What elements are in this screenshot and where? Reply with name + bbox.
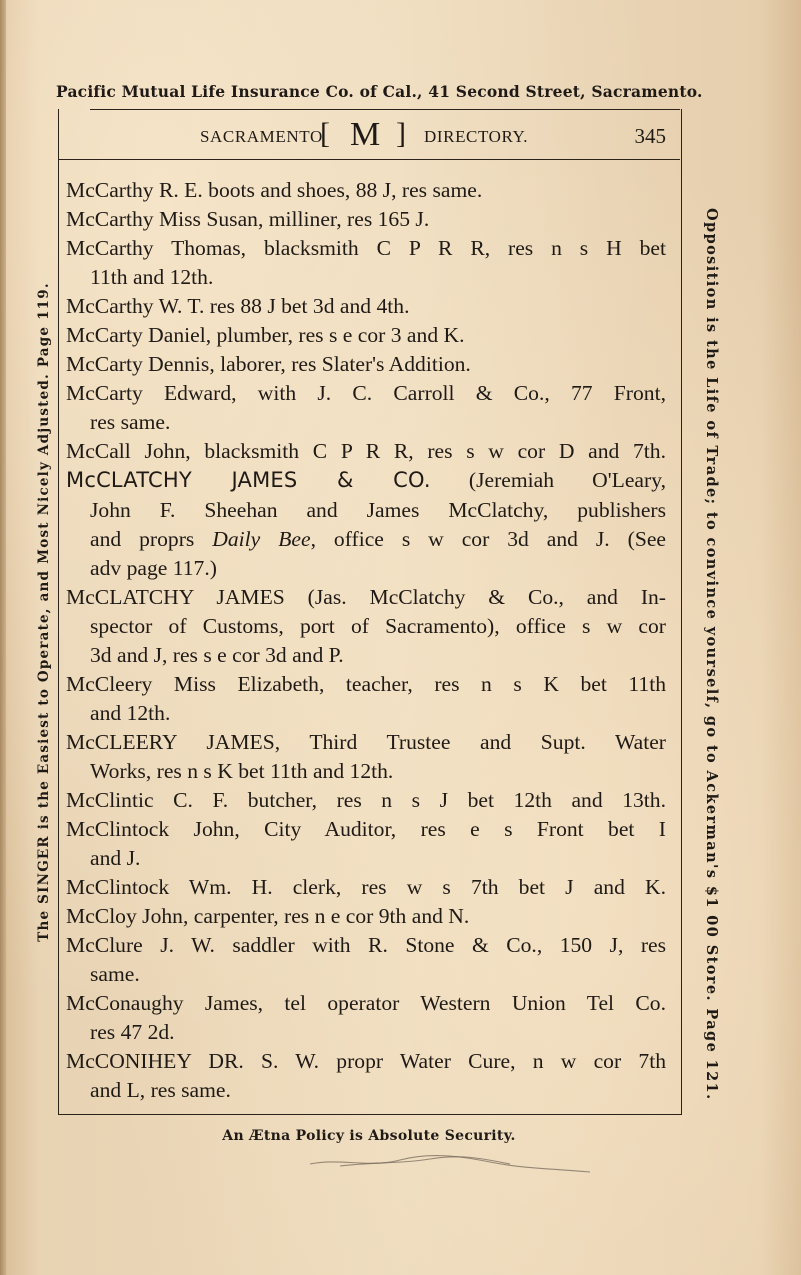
running-head	[58, 118, 680, 154]
entry-line: McCarthy W. T. res 88 J bet 3d and 4th.	[66, 294, 410, 319]
running-head-section: DIRECTORY.	[424, 127, 529, 146]
left-margin-advertisement: The SINGER is the Easiest to Operate, and Most Nicely Adjusted. Page 119.	[36, 282, 52, 942]
entry-line	[66, 525, 666, 554]
entry-line: McCarty Edward, with J. C. Carroll & Co., 77 Front,	[66, 381, 666, 406]
running-head-city: SACRAMENTO	[200, 127, 323, 146]
entry-text: , office s w cor 3d and J. (See	[310, 526, 667, 551]
footer-flourish-ornament	[300, 1146, 600, 1176]
entry-italic-title: Daily Bee	[212, 526, 311, 551]
entry-text: (Jeremiah O'Leary,	[430, 468, 666, 493]
entry-line: McCarty Daniel, plumber, res s e cor 3 and K.	[66, 323, 465, 348]
entry-line: McCarty Dennis, laborer, res Slater's Addition.	[66, 352, 471, 377]
entry-line: McCleery Miss Elizabeth, teacher, res n s K bet 11th	[66, 671, 666, 696]
entry-line: McClintock Wm. H. clerk, res w s 7th bet J and K.	[66, 875, 666, 900]
entry-line: McCarthy Miss Susan, milliner, res 165 J.	[66, 207, 430, 232]
entry-line: McCall John, blacksmith C P R R, res s w cor D and 7th.	[66, 439, 666, 464]
entry-line: adv page 117.)	[90, 555, 217, 580]
entry-text: and proprs	[90, 526, 213, 551]
entry-line: McCarthy Thomas, blacksmith C P R R, res n s H bet	[66, 236, 666, 261]
entry-line: 11th and 12th.	[90, 265, 214, 290]
entry-line: and 12th.	[90, 700, 171, 725]
entry-line: McClintock John, City Auditor, res e s Front bet I	[66, 817, 666, 842]
entry-line: McCloy John, carpenter, res n e cor 9th and N.	[66, 904, 470, 929]
running-head-letter: M	[350, 116, 381, 153]
entry-line: McCONIHEY DR. S. W. propr Water Cure, n w cor 7th	[66, 1049, 666, 1074]
entry-line: 3d and J, res s e cor 3d and P.	[90, 642, 344, 667]
page-binding-edge	[0, 0, 6, 1275]
running-head-bracket-open: [	[320, 117, 330, 150]
running-head-bracket-close: ]	[396, 117, 406, 150]
entry-line: McCarthy R. E. boots and shoes, 88 J, res same.	[66, 178, 483, 202]
entry-line: McCLATCHY JAMES (Jas. McClatchy & Co., and In-	[66, 584, 666, 609]
page-number: 345	[634, 124, 666, 148]
entry-line	[66, 466, 666, 495]
directory-entries	[66, 176, 666, 1106]
entry-line: and J.	[90, 846, 141, 871]
entry-line: McClintic C. F. butcher, res n s J bet 12th and 13th.	[66, 787, 666, 812]
entry-line: spector of Customs, port of Sacramento), office s w cor	[90, 613, 666, 638]
entry-line: McConaughy James, tel operator Western Union Tel Co.	[66, 991, 666, 1016]
frame-top-rule	[90, 109, 680, 110]
entry-line: and L, res same.	[90, 1078, 231, 1103]
entry-line: res same.	[90, 410, 171, 435]
entry-line: Works, res n s K bet 11th and 12th.	[90, 758, 394, 783]
entry-line: McClure J. W. saddler with R. Stone & Co., 150 J, res	[66, 933, 666, 958]
entry-line: res 47 2d.	[90, 1020, 175, 1045]
footer-advertisement: An Ætna Policy is Absolute Security.	[222, 1128, 516, 1144]
header-advertisement: Pacific Mutual Life Insurance Co. of Cal., 41 Second Street, Sacramento.	[56, 82, 703, 101]
entry-name-caps: McCLATCHY JAMES & CO.	[66, 468, 431, 493]
entry-line: McCLEERY JAMES, Third Trustee and Supt. Water	[66, 729, 666, 754]
entry-line: John F. Sheehan and James McClatchy, publishers	[90, 497, 666, 522]
entry-line: same.	[90, 962, 140, 987]
right-margin-advertisement: Opposition is the Life of Trade; to convince yourself, go to Ackerman's $1 00 Store. Page 121.	[703, 208, 720, 1101]
running-head-rule	[58, 159, 680, 160]
